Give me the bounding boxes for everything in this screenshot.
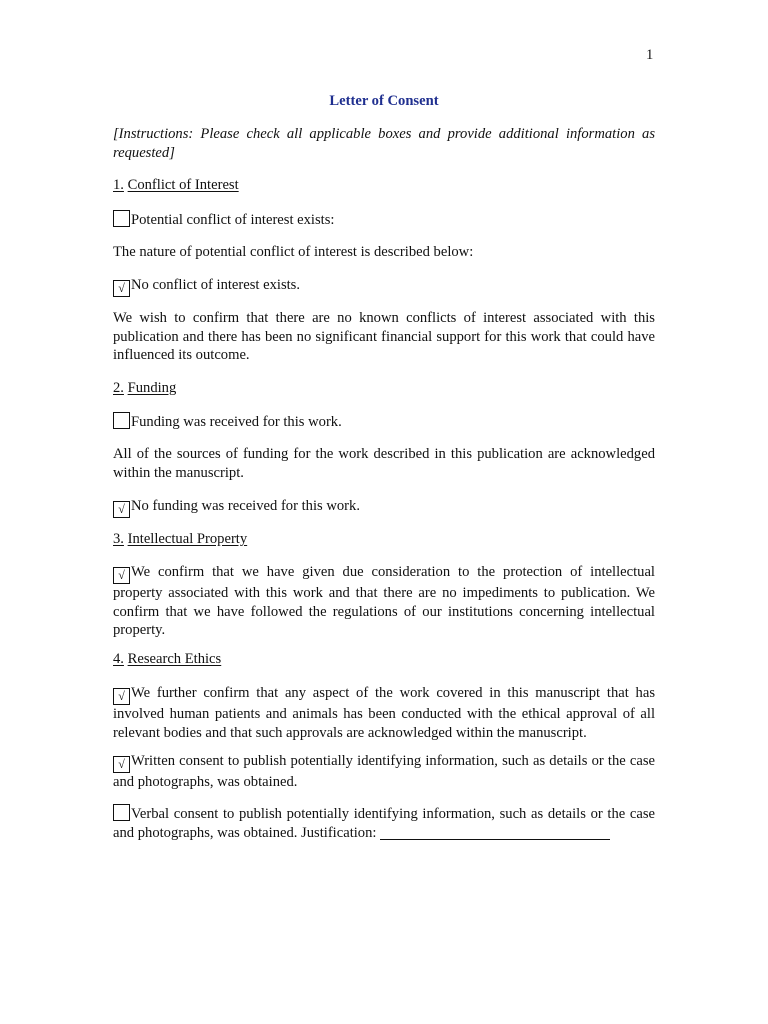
- option-funding-received: [113, 412, 655, 432]
- checkbox-ip-confirm[interactable]: √: [113, 567, 130, 584]
- option-ip-confirm: [113, 563, 655, 640]
- section-title: Conflict of Interest: [127, 177, 239, 193]
- coi-statement: We wish to confirm that there are no known conflicts of interest associated with this publication and there has been no significant financial support for this work that could have influenced its outcome.: [113, 310, 655, 363]
- checkbox-funding-received[interactable]: [113, 412, 130, 429]
- checkbox-coi-none[interactable]: √: [113, 280, 130, 297]
- option-coi-exists: [113, 210, 655, 230]
- option-label: Funding was received for this work.: [131, 414, 342, 430]
- section-title: Research Ethics: [127, 651, 222, 667]
- checkbox-ethics-approval[interactable]: √: [113, 688, 130, 705]
- option-label: Verbal consent to publish potentially identifying information, such as details or the case and photographs, was obtained. Justification:: [113, 806, 655, 841]
- funding-sources-text: All of the sources of funding for the work described in this publication are acknowledged within the manuscript.: [113, 446, 655, 481]
- section-number: 4.: [113, 651, 124, 667]
- option-coi-none: [113, 276, 655, 297]
- checkbox-written-consent[interactable]: √: [113, 756, 130, 773]
- section-title: Intellectual Property: [127, 531, 248, 547]
- section-heading-research-ethics: [113, 650, 221, 669]
- checkbox-funding-none[interactable]: √: [113, 501, 130, 518]
- page-number: 1: [646, 47, 654, 63]
- section-number: 1.: [113, 177, 124, 193]
- section-heading-funding: [113, 379, 176, 398]
- option-label: Written consent to publish potentially identifying information, such as details or the case and photographs, was obtained.: [113, 753, 655, 790]
- option-ethics-approval: [113, 684, 655, 742]
- section-title: Funding: [127, 380, 177, 396]
- justification-field[interactable]: [380, 825, 610, 840]
- section-number: 2.: [113, 380, 124, 396]
- checkbox-coi-exists[interactable]: [113, 210, 130, 227]
- option-label: No funding was received for this work.: [131, 498, 360, 514]
- coi-nature-text: The nature of potential conflict of interest is described below:: [113, 244, 474, 260]
- document-title: Letter of Consent: [329, 93, 439, 109]
- section-heading-conflict-of-interest: [113, 176, 239, 195]
- section-heading-intellectual-property: [113, 530, 247, 549]
- option-label: We confirm that we have given due consideration to the protection of intellectual property associated with this work and that there are no impediments to publication. We confirm that we have followed the regulations of our institutions concerning intellectual property.: [113, 564, 655, 638]
- checkbox-verbal-consent[interactable]: [113, 804, 130, 821]
- section-number: 3.: [113, 531, 124, 547]
- option-verbal-consent: [113, 804, 655, 842]
- option-written-consent: [113, 752, 655, 792]
- instructions-text: [Instructions: Please check all applicable boxes and provide additional information as requested]: [113, 126, 655, 161]
- option-label: No conflict of interest exists.: [131, 277, 301, 293]
- option-funding-none: [113, 497, 655, 518]
- option-label: Potential conflict of interest exists:: [131, 212, 335, 228]
- option-label: We further confirm that any aspect of the work covered in this manuscript that has involved human patients and animals has been conducted with the ethical approval of all relevant bodies and that such approvals are acknowledged within the manuscript.: [113, 685, 655, 741]
